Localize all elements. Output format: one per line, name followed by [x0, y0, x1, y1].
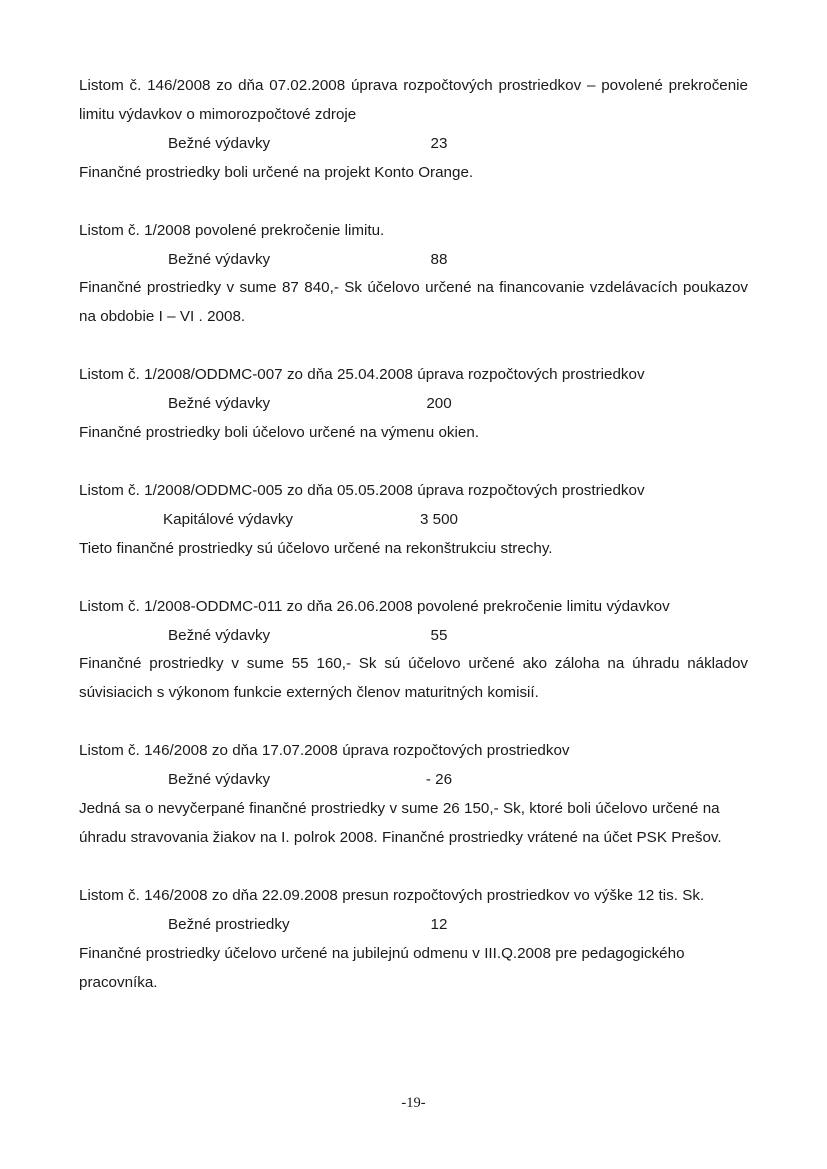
amount-label: Bežné výdavky [168, 395, 271, 413]
entry-note-text: Finančné prostriedky účelovo určené na jubilejnú odmenu v III.Q.2008 pre pedagogického pracovníka. [79, 944, 685, 991]
amount-label: Bežné výdavky [168, 771, 271, 789]
budget-entry-5 [79, 593, 748, 709]
entry-note-text: Finančné prostriedky v sume 87 840,- Sk účelovo určené na financovanie vzdelávacích poukazov na obdobie I – VI . 2008. [79, 279, 748, 326]
budget-entry-4 [79, 477, 748, 564]
document-body [79, 72, 748, 997]
amount-value: 55 [430, 626, 448, 644]
amount-row [79, 390, 748, 419]
entry-note-text: Finančné prostriedky boli účelovo určené na výmenu okien. [79, 424, 480, 442]
amount-label: Bežné výdavky [168, 134, 271, 152]
budget-entry-6 [79, 737, 748, 853]
amount-value: 88 [430, 250, 448, 268]
entry-intro-text: Listom č. 1/2008-ODDMC-011 zo dňa 26.06.2008 povolené prekročenie limitu výdavkov [79, 597, 670, 615]
budget-entry-7 [79, 882, 748, 998]
page-number: -19- [401, 1095, 426, 1111]
entry-note-text: Tieto finančné prostriedky sú účelovo určené na rekonštrukciu strechy. [79, 539, 553, 557]
entry-intro-text: Listom č. 1/2008/ODDMC-007 zo dňa 25.04.2008 úprava rozpočtových prostriedkov [79, 366, 645, 384]
entry-intro-text: Listom č. 1/2008/ODDMC-005 zo dňa 05.05.2008 úprava rozpočtových prostriedkov [79, 481, 645, 499]
entry-intro-text: Listom č. 146/2008 zo dňa 07.02.2008 úprava rozpočtových prostriedkov – povolené prekročenie limitu výdavkov o mimorozpočtové zdroje [79, 77, 748, 123]
amount-row [79, 506, 748, 535]
amount-row [79, 622, 748, 651]
budget-entry-1 [79, 72, 748, 188]
amount-value: 3 500 [419, 510, 458, 528]
entry-intro-text: Listom č. 1/2008 povolené prekročenie limitu. [79, 221, 385, 239]
amount-row [79, 130, 748, 159]
amount-label: Bežné výdavky [168, 250, 271, 268]
entry-intro-text: Listom č. 146/2008 zo dňa 22.09.2008 presun rozpočtových prostriedkov vo výške 12 tis. Sk. [79, 886, 705, 904]
entry-intro-text: Listom č. 146/2008 zo dňa 17.07.2008 úprava rozpočtových prostriedkov [79, 742, 570, 760]
amount-row [79, 766, 748, 795]
entry-note-text: Finančné prostriedky boli určené na projekt Konto Orange. [79, 163, 474, 181]
amount-row [79, 246, 748, 275]
amount-value: 23 [430, 134, 448, 152]
amount-label: Bežné výdavky [168, 626, 271, 644]
entry-note-text: Finančné prostriedky v sume 55 160,- Sk sú účelovo určené ako záloha na úhradu nákladov súvisiacich s výkonom funkcie externých členov maturitných komisií. [79, 655, 748, 702]
amount-value: 200 [426, 395, 452, 413]
entry-note-text: Jedná sa o nevyčerpané finančné prostriedky v sume 26 150,- Sk, ktoré boli účelovo určené na úhradu stravovania žiakov na I. polrok 2008. Finančné prostriedky vrátené na účet PSK Prešov. [79, 800, 722, 846]
amount-label: Kapitálové výdavky [163, 510, 294, 528]
amount-row [79, 911, 748, 940]
budget-entry-3 [79, 361, 748, 448]
amount-value: - 26 [425, 771, 453, 789]
amount-value: 12 [430, 915, 448, 933]
amount-label: Bežné prostriedky [168, 915, 290, 933]
budget-entry-2 [79, 217, 748, 333]
